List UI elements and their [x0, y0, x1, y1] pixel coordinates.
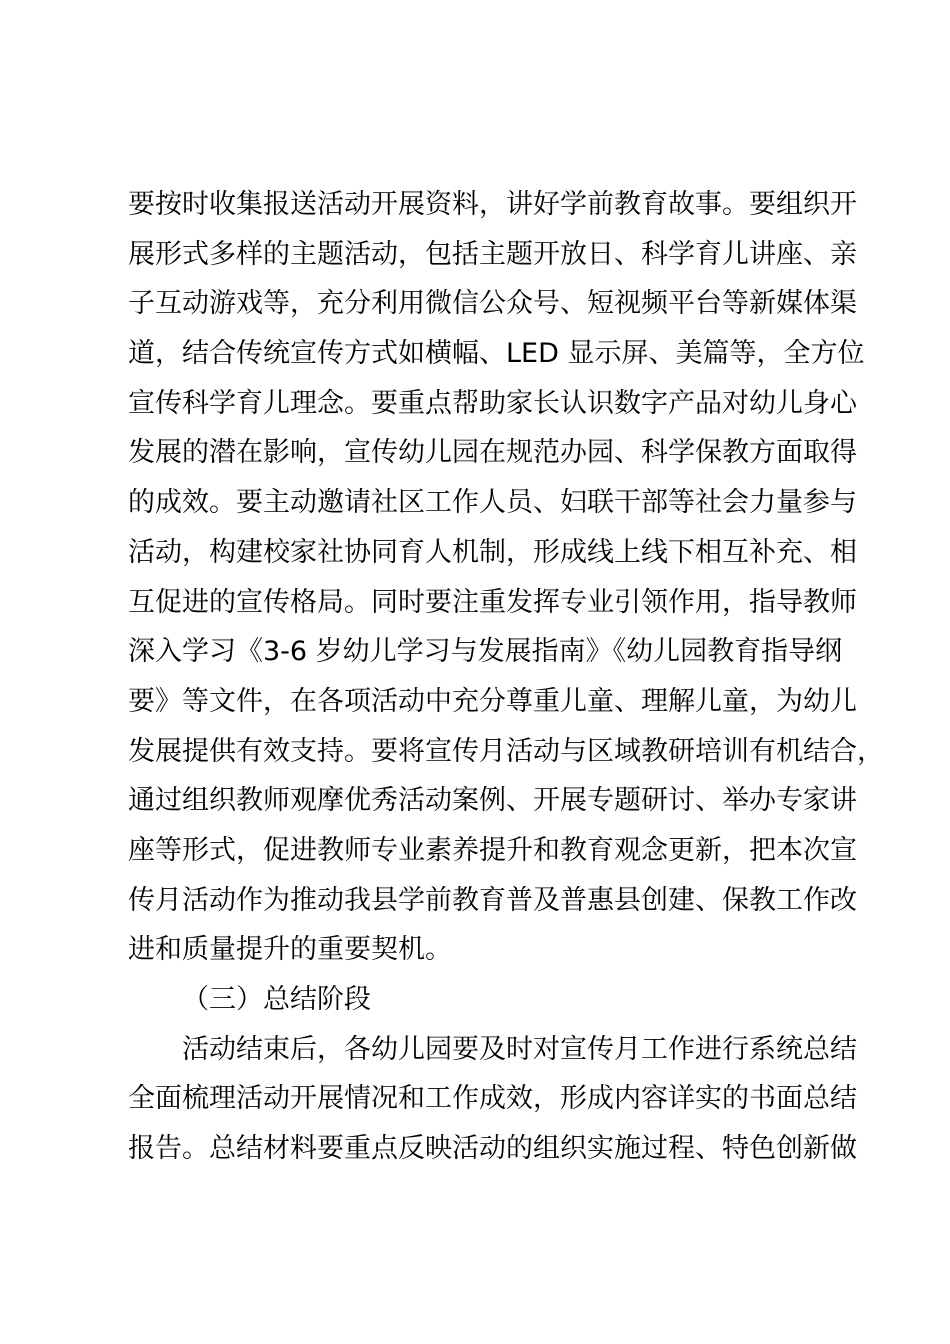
body-line: 道，结合传统宣传方式如横幅、LED 显示屏、美篇等，全方位: [128, 338, 865, 370]
body-line: 互促进的宣传格局。同时要注重发挥专业引领作用，指导教师: [128, 586, 857, 618]
body-line: 子互动游戏等，充分利用微信公众号、短视频平台等新媒体渠: [128, 288, 857, 320]
body-line: 宣传科学育儿理念。要重点帮助家长认识数字产品对幼儿身心: [128, 387, 857, 419]
body-line: 传月活动作为推动我县学前教育普及普惠县创建、保教工作改: [128, 884, 857, 916]
body-line: 座等形式，促进教师专业素养提升和教育观念更新，把本次宣: [128, 834, 857, 866]
body-line: 活动结束后，各幼儿园要及时对宣传月工作进行系统总结: [182, 1033, 857, 1065]
body-line: 报告。总结材料要重点反映活动的组织实施过程、特色创新做: [128, 1133, 857, 1165]
body-line: 通过组织教师观摩优秀活动案例、开展专题研讨、举办专家讲: [128, 785, 857, 817]
body-line: 展形式多样的主题活动，包括主题开放日、科学育儿讲座、亲: [128, 238, 857, 270]
document-body: [128, 180, 888, 1174]
body-line: 活动，构建校家社协同育人机制，形成线上线下相互补充、相: [128, 536, 857, 568]
body-line: 深入学习《3-6 岁幼儿学习与发展指南》《幼儿园教育指导纲: [128, 636, 843, 668]
body-line: 发展提供有效支持。要将宣传月活动与区域教研培训有机结合，: [128, 735, 884, 767]
body-line: 要》等文件，在各项活动中充分尊重儿童、理解儿童，为幼儿: [128, 685, 857, 717]
body-line: 发展的潜在影响，宣传幼儿园在规范办园、科学保教方面取得: [128, 437, 857, 469]
body-line: 要按时收集报送活动开展资料，讲好学前教育故事。要组织开: [128, 189, 857, 220]
body-line: 的成效。要主动邀请社区工作人员、妇联干部等社会力量参与: [128, 487, 857, 519]
body-line: 全面梳理活动开展情况和工作成效，形成内容详实的书面总结: [128, 1083, 857, 1115]
section-heading: （三）总结阶段: [182, 984, 371, 1015]
body-line: 进和质量提升的重要契机。: [128, 934, 452, 966]
